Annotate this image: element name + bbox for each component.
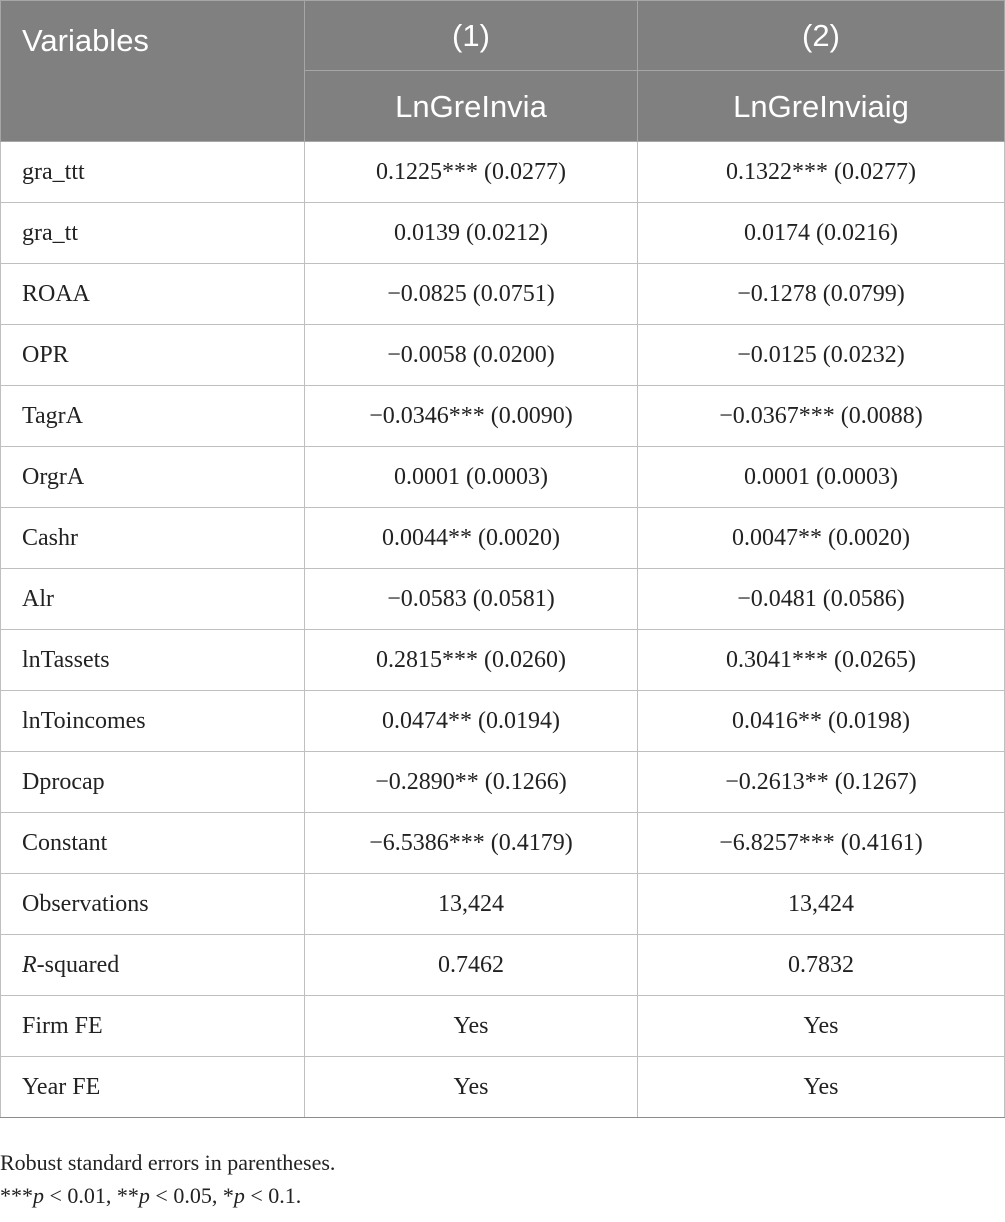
row-label: lnToincomes [1,691,305,752]
table-header [1,1,1005,142]
cell-col2: Yes [638,1057,1005,1118]
cell-col2: 0.1322*** (0.0277) [638,142,1005,203]
cell-col2: 13,424 [638,874,1005,935]
row-label: Observations [1,874,305,935]
cell-col2: −0.0481 (0.0586) [638,569,1005,630]
row-label: OrgrA [1,447,305,508]
table-notes [0,1146,335,1212]
cell-col2: 0.0047** (0.0020) [638,508,1005,569]
cell-col2: 0.7832 [638,935,1005,996]
cell-col1: 0.7462 [305,935,638,996]
table-row [1,386,1005,447]
cell-col2: 0.0416** (0.0198) [638,691,1005,752]
table-row [1,691,1005,752]
cell-col2: −6.8257*** (0.4161) [638,813,1005,874]
row-label: Cashr [1,508,305,569]
table-row [1,935,1005,996]
note-text-3: < 0.1. [244,1183,302,1208]
row-label: ROAA [1,264,305,325]
note-stars-1: *** [0,1183,33,1208]
variables-header: Variables [1,1,305,142]
cell-col2: −0.2613** (0.1267) [638,752,1005,813]
cell-col1: Yes [305,1057,638,1118]
table-row [1,325,1005,386]
cell-col2: −0.0367*** (0.0088) [638,386,1005,447]
row-label: Alr [1,569,305,630]
table-row [1,508,1005,569]
column-2-dependent: LnGreInviaig [638,71,1005,142]
table-row [1,447,1005,508]
note-text-2: < 0.05, * [149,1183,234,1208]
cell-col1: −0.2890** (0.1266) [305,752,638,813]
table-row [1,1057,1005,1118]
row-label: gra_ttt [1,142,305,203]
table-row [1,264,1005,325]
note-significance [0,1179,335,1212]
cell-col2: −0.0125 (0.0232) [638,325,1005,386]
note-p-2: p [138,1183,150,1208]
column-1-dependent: LnGreInvia [305,71,638,142]
table-row [1,813,1005,874]
cell-col2: 0.0001 (0.0003) [638,447,1005,508]
cell-col2: −0.1278 (0.0799) [638,264,1005,325]
table-row [1,630,1005,691]
cell-col2: Yes [638,996,1005,1057]
r-italic: R [22,952,37,978]
cell-col1: 0.0001 (0.0003) [305,447,638,508]
cell-col1: 0.0139 (0.0212) [305,203,638,264]
cell-col1: 0.0474** (0.0194) [305,691,638,752]
table-body [1,142,1005,1118]
cell-col1: −0.0825 (0.0751) [305,264,638,325]
cell-col1: −0.0346*** (0.0090) [305,386,638,447]
table-row [1,752,1005,813]
row-label: Year FE [1,1057,305,1118]
cell-col1: −0.0583 (0.0581) [305,569,638,630]
row-label: Dprocap [1,752,305,813]
row-label: OPR [1,325,305,386]
header-row-numbers [1,1,1005,71]
row-label: Constant [1,813,305,874]
table-row [1,874,1005,935]
cell-col1: 13,424 [305,874,638,935]
table-row [1,203,1005,264]
r-squared-suffix: -squared [36,952,120,978]
cell-col2: 0.0174 (0.0216) [638,203,1005,264]
note-text-1: < 0.01, ** [44,1183,139,1208]
cell-col1: Yes [305,996,638,1057]
row-label: gra_tt [1,203,305,264]
cell-col1: 0.1225*** (0.0277) [305,142,638,203]
row-label: Firm FE [1,996,305,1057]
column-1-number: (1) [305,1,638,71]
note-standard-errors: Robust standard errors in parentheses. [0,1150,336,1175]
cell-col1: 0.2815*** (0.0260) [305,630,638,691]
row-label [1,935,305,996]
cell-col1: 0.0044** (0.0020) [305,508,638,569]
row-label: lnTassets [1,630,305,691]
cell-col1: −6.5386*** (0.4179) [305,813,638,874]
row-label: TagrA [1,386,305,447]
note-p-1: p [33,1183,44,1208]
table-row [1,142,1005,203]
note-p-3: p [233,1183,245,1208]
column-2-number: (2) [638,1,1005,71]
table-row [1,996,1005,1057]
table-row [1,569,1005,630]
cell-col2: 0.3041*** (0.0265) [638,630,1005,691]
cell-col1: −0.0058 (0.0200) [305,325,638,386]
